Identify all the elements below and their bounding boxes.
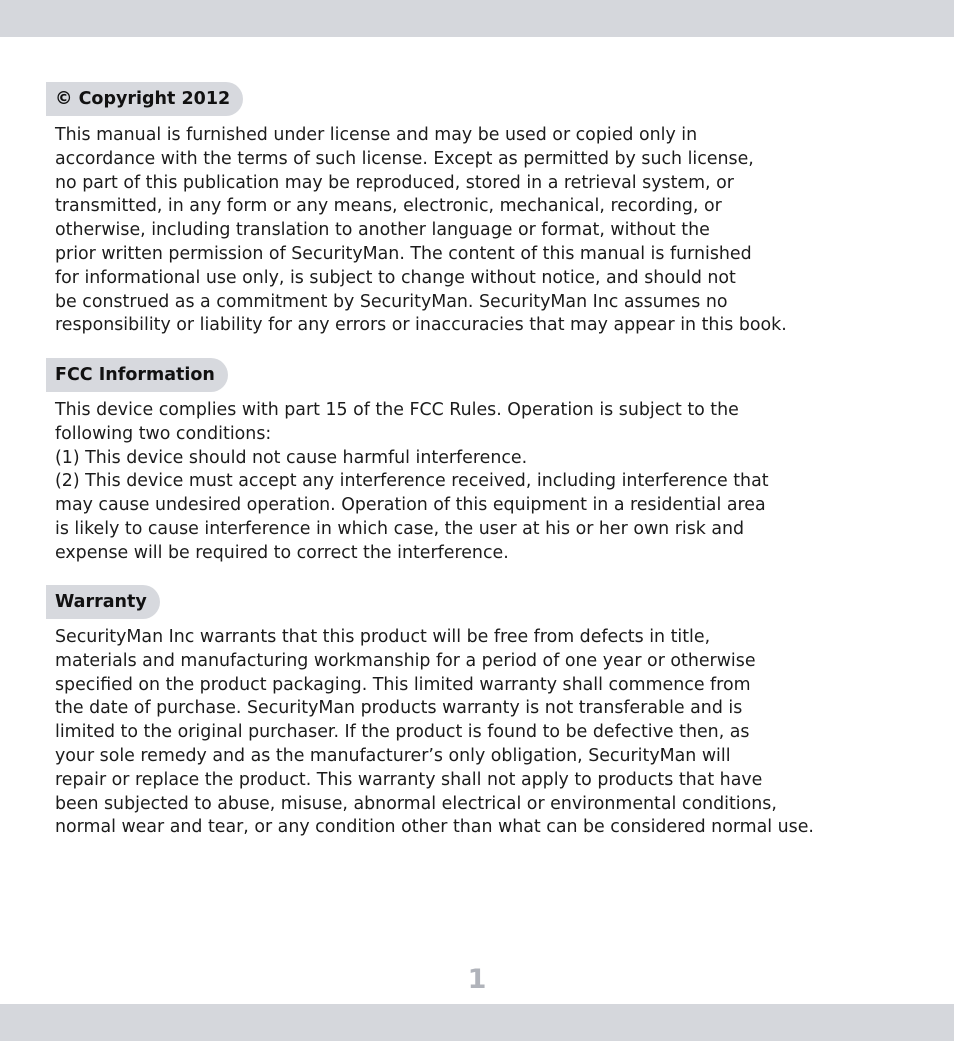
- copyright-line: prior written permission of SecurityMan. The content of this manual is furnished: [55, 243, 752, 264]
- copyright-line: transmitted, in any form or any means, electronic, mechanical, recording, or: [55, 196, 722, 217]
- warranty-body: [55, 626, 925, 840]
- fcc-line: following two conditions:: [55, 423, 272, 444]
- bottom-band: [0, 1004, 954, 1041]
- warranty-heading: [46, 585, 160, 619]
- warranty-line: your sole remedy and as the manufacturer’s only obligation, SecurityMan will: [55, 745, 731, 766]
- fcc-line: may cause undesired operation. Operation of this equipment in a residential area: [55, 495, 766, 516]
- fcc-heading: [46, 358, 228, 392]
- copyright-line: be construed as a commitment by SecurityMan. SecurityMan Inc assumes no: [55, 291, 728, 312]
- copyright-line: responsibility or liability for any errors or inaccuracies that may appear in this book.: [55, 315, 787, 336]
- copyright-heading: [46, 82, 243, 116]
- warranty-heading-text: Warranty: [55, 592, 147, 612]
- warranty-line: repair or replace the product. This warranty shall not apply to products that have: [55, 769, 763, 790]
- copyright-line: This manual is furnished under license and may be used or copied only in: [55, 125, 698, 145]
- copyright-line: accordance with the terms of such license. Except as permitted by such license,: [55, 148, 754, 169]
- copyright-body: [55, 124, 925, 338]
- warranty-line: SecurityMan Inc warrants that this product will be free from defects in title,: [55, 627, 711, 647]
- warranty-line: normal wear and tear, or any condition other than what can be considered normal use.: [55, 817, 814, 838]
- fcc-line: This device complies with part 15 of the FCC Rules. Operation is subject to the: [55, 400, 739, 420]
- warranty-line: the date of purchase. SecurityMan products warranty is not transferable and is: [55, 698, 743, 719]
- fcc-line: (1) This device should not cause harmful interference.: [55, 447, 528, 468]
- copyright-heading-text: © Copyright 2012: [55, 89, 231, 109]
- page-number: 1: [467, 964, 487, 995]
- copyright-line: no part of this publication may be reproduced, stored in a retrieval system, or: [55, 172, 734, 193]
- copyright-line: otherwise, including translation to another language or format, without the: [55, 220, 710, 241]
- copyright-line: for informational use only, is subject to change without notice, and should not: [55, 267, 736, 288]
- fcc-line: (2) This device must accept any interference received, including interference that: [55, 471, 769, 492]
- fcc-line: is likely to cause interference in which case, the user at his or her own risk and: [55, 518, 745, 539]
- fcc-body: [55, 399, 925, 566]
- warranty-line: materials and manufacturing workmanship for a period of one year or otherwise: [55, 650, 756, 671]
- top-band: [0, 0, 954, 37]
- fcc-heading-text: FCC Information: [55, 365, 215, 385]
- warranty-line: been subjected to abuse, misuse, abnormal electrical or environmental conditions,: [55, 793, 777, 814]
- warranty-line: limited to the original purchaser. If the product is found to be defective then, as: [55, 722, 750, 743]
- fcc-line: expense will be required to correct the interference.: [55, 542, 509, 563]
- warranty-line: specified on the product packaging. This limited warranty shall commence from: [55, 674, 751, 695]
